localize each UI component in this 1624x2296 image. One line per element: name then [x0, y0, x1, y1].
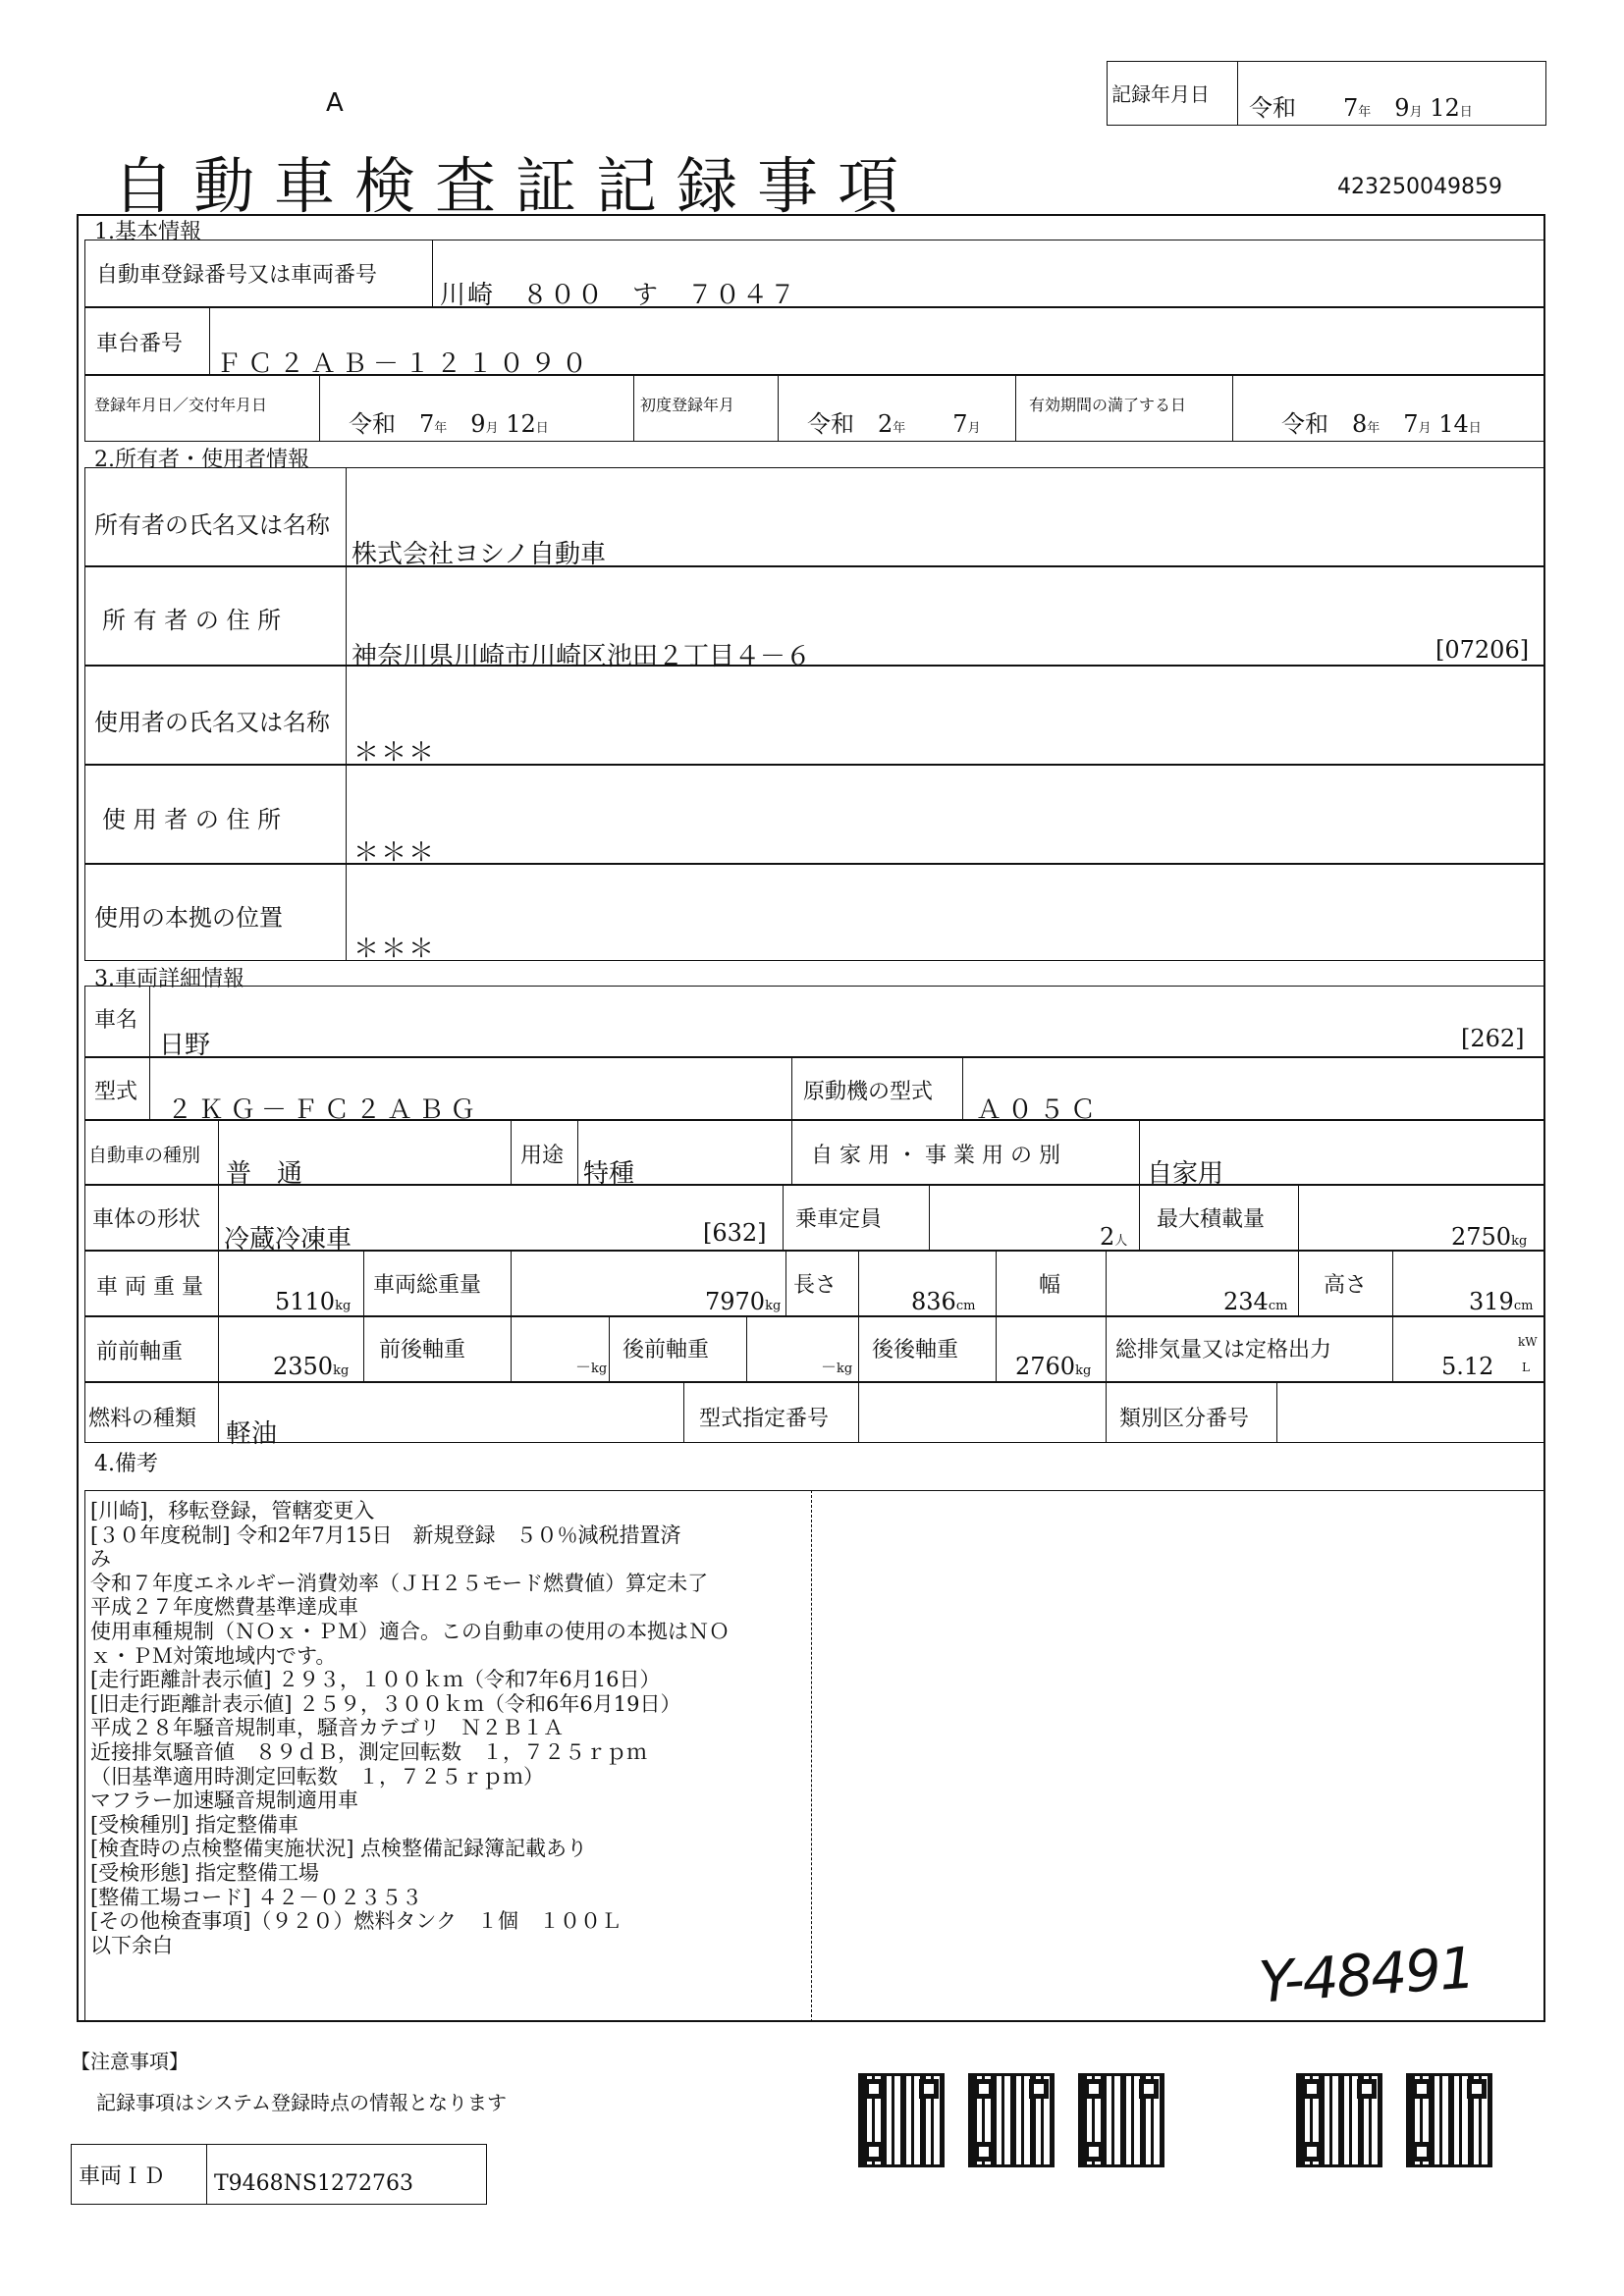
qr-code-icon	[858, 2073, 945, 2167]
front-front-axle: 2350kg	[273, 1353, 350, 1380]
page-title: 自動車検査証記録事項	[113, 150, 919, 222]
user-address: ＊＊＊	[353, 838, 437, 868]
remark-line: [走行距離計表示値] ２９３，１００ｋｍ（令和7年6月16日）	[90, 1668, 661, 1692]
displacement-unit-l: L	[1522, 1361, 1530, 1374]
displacement: 5.12	[1441, 1353, 1494, 1380]
remark-line: （旧基準適用時測定回転数 １，７２５ｒｐｍ）	[90, 1764, 544, 1789]
make-label: 車名	[94, 1008, 138, 1033]
rear-front-axle-label: 後前軸重	[623, 1338, 710, 1362]
remark-line: [受検種別] 指定整備車	[90, 1812, 299, 1837]
remark-line: み	[90, 1547, 111, 1572]
gross-weight: 7970kg	[705, 1288, 782, 1315]
remark-line: [３０年度税制] 令和2年7月15日 新規登録 ５０％減税措置済	[90, 1522, 681, 1547]
width-label: 幅	[1039, 1273, 1061, 1298]
handwritten-stock-number: Y-48491	[1256, 1934, 1476, 2016]
class-number-label: 類別区分番号	[1119, 1407, 1250, 1431]
expiry-label: 有効期間の満了する日	[1029, 396, 1187, 414]
remark-line: ｘ・ＰＭ対策地域内です。	[90, 1643, 337, 1668]
remarks-list	[90, 1499, 817, 1957]
record-date-label: 記録年月日	[1111, 82, 1210, 106]
first-reg-label: 初度登録年月	[640, 396, 735, 414]
vehicle-weight: 5110kg	[275, 1288, 352, 1315]
vehicle-height: 319cm	[1469, 1288, 1534, 1315]
fuel-label: 燃料の種類	[88, 1407, 197, 1431]
qr-code-icon	[1078, 2073, 1164, 2167]
length-label: 長さ	[793, 1273, 838, 1298]
section-vehicle-heading: 3.車両詳細情報	[94, 967, 244, 991]
base-location: ＊＊＊	[353, 934, 437, 964]
remark-line: [検査時の点検整備実施状況] 点検整備記録簿記載あり	[90, 1837, 588, 1861]
body-shape-code: [632]	[703, 1219, 767, 1247]
displacement-label: 総排気量又は定格出力	[1115, 1338, 1332, 1362]
front-front-axle-label: 前前軸重	[96, 1340, 184, 1364]
reg-number-label: 自動車登録番号又は車両番号	[96, 263, 378, 288]
max-load-label: 最大積載量	[1157, 1207, 1266, 1232]
user-name-label: 使用者の氏名又は名称	[94, 709, 330, 736]
vehicle-use: 特種	[583, 1159, 635, 1189]
remark-line: 近接排気騒音値 ８９ｄＢ，測定回転数 １，７２５ｒｐｍ	[90, 1739, 647, 1764]
document-number: 423250049859	[1337, 175, 1502, 199]
expiry-date: 令和 8年 7月 14日	[1281, 410, 1482, 438]
rear-rear-axle: 2760kg	[1015, 1353, 1092, 1380]
vehicle-model: ２ＫＧ－ＦＣ２ＡＢＧ	[167, 1095, 482, 1125]
remark-line: [整備工場コード] ４２－０２３５３	[90, 1885, 423, 1909]
private-business: 自家用	[1147, 1159, 1224, 1189]
front-rear-axle-label: 前後軸重	[379, 1338, 466, 1362]
issue-date: 令和 7年 9月 12日	[349, 410, 549, 438]
section-owner-heading: 2.所有者・使用者情報	[94, 448, 309, 472]
chassis-number: ＦＣ２ＡＢ－１２１０９０	[216, 349, 594, 379]
remark-line: 令和７年度エネルギー消費効率（ＪＨ２５モード燃費値）算定未了	[90, 1571, 709, 1595]
max-load: 2750kg	[1451, 1223, 1528, 1251]
approval-number-label: 型式指定番号	[699, 1407, 830, 1431]
vehicle-type: 普 通	[226, 1159, 303, 1189]
private-business-label: 自 家 用 ・ 事 業 用 の 別	[811, 1144, 1060, 1168]
engine-model: Ａ０５Ｃ	[976, 1095, 1103, 1125]
vehicle-length: 836cm	[911, 1288, 976, 1315]
rear-rear-axle-label: 後後軸重	[872, 1338, 959, 1362]
vehicle-type-label: 自動車の種別	[88, 1145, 201, 1166]
reg-number: 川崎 ８００ す ７０４７	[440, 281, 798, 310]
owner-address-label: 所 有 者 の 住 所	[102, 607, 282, 634]
record-date: 令和 7年 9月 12日	[1249, 94, 1473, 122]
notice-text: 記録事項はシステム登録時点の情報となります	[96, 2091, 507, 2114]
capacity-label: 乗車定員	[795, 1207, 883, 1232]
remark-line: 平成２８年騒音規制車，騒音カテゴリ Ｎ２Ｂ１Ａ	[90, 1716, 565, 1740]
owner-name: 株式会社ヨシノ自動車	[352, 540, 606, 569]
make-code: [262]	[1461, 1025, 1525, 1052]
vehicle-make: 日野	[159, 1031, 211, 1060]
user-name: ＊＊＊	[353, 738, 437, 768]
qr-code-icon	[1296, 2073, 1382, 2167]
remark-line: [受検形態] 指定整備工場	[90, 1860, 320, 1885]
remark-line: マフラー加速騒音規制適用車	[90, 1789, 358, 1813]
first-reg-date: 令和 2年 7月	[807, 410, 981, 438]
displacement-unit-kw: kW	[1518, 1335, 1538, 1349]
gross-weight-label: 車両総重量	[373, 1273, 482, 1298]
notice-label: 【注意事項】	[71, 2050, 189, 2073]
qr-code-icon	[1406, 2073, 1492, 2167]
remark-line: 以下余白	[90, 1933, 173, 1957]
owner-name-label: 所有者の氏名又は名称	[94, 511, 330, 539]
fuel-type: 軽油	[226, 1419, 278, 1449]
base-location-label: 使用の本拠の位置	[94, 904, 283, 932]
rear-front-axle: －kg	[821, 1358, 853, 1376]
user-address-label: 使 用 者 の 住 所	[102, 806, 282, 833]
remark-line: [旧走行距離計表示値] ２５９，３００ｋｍ（令和6年6月19日）	[90, 1691, 681, 1716]
use-label: 用途	[520, 1144, 565, 1168]
model-label: 型式	[94, 1080, 138, 1104]
vehicle-id-label: 車両ＩＤ	[79, 2164, 166, 2189]
vehicle-id: T9468NS1272763	[214, 2171, 413, 2196]
body-shape-label: 車体の形状	[92, 1207, 201, 1232]
chassis-label: 車台番号	[96, 332, 184, 356]
section-basic-info-heading: 1.基本情報	[94, 220, 201, 244]
capacity: 2人	[1100, 1223, 1128, 1251]
remark-line: [その他検査事項]（９２０）燃料タンク １個 １００Ｌ	[90, 1909, 622, 1934]
issue-date-label: 登録年月日／交付年月日	[94, 396, 268, 414]
remark-line: 使用車種規制（ＮＯｘ・ＰＭ）適合。この自動車の使用の本拠はＮＯ	[90, 1619, 730, 1643]
height-label: 高さ	[1324, 1273, 1368, 1298]
owner-address-code: [07206]	[1435, 636, 1530, 664]
document-mark: A	[326, 88, 344, 118]
remark-line: 平成２７年度燃費基準達成車	[90, 1595, 358, 1620]
engine-label: 原動機の型式	[803, 1080, 934, 1104]
vehicle-weight-label: 車 両 重 量	[96, 1275, 203, 1300]
vehicle-width: 234cm	[1223, 1288, 1288, 1315]
front-rear-axle: －kg	[575, 1358, 608, 1376]
section-remarks-heading: 4.備考	[94, 1452, 158, 1476]
owner-address: 神奈川県川崎市川崎区池田２丁目４－６	[352, 642, 812, 671]
remark-line: [川崎]，移転登録，管轄変更入	[90, 1499, 375, 1522]
body-shape: 冷蔵冷凍車	[224, 1225, 352, 1255]
qr-code-icon	[968, 2073, 1055, 2167]
